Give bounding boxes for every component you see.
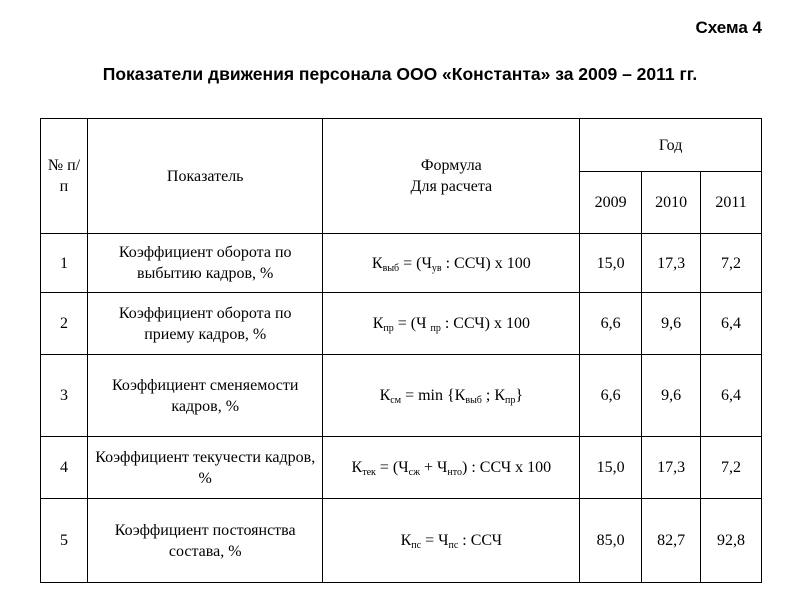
row-num: 4	[41, 437, 88, 499]
header-year-2010: 2010	[642, 172, 701, 234]
row-value-2009: 15,0	[580, 234, 642, 293]
page-title: Показатели движения персонала ООО «Константа» за 2009 – 2011 гг.	[102, 64, 698, 84]
table-row	[41, 437, 762, 499]
header-formula	[323, 119, 580, 234]
header-formula-line2: Для расчета	[410, 178, 493, 195]
header-year-2011: 2011	[701, 172, 762, 234]
row-value-2009: 6,6	[580, 293, 642, 355]
table-row	[41, 293, 762, 355]
table-row	[41, 234, 762, 293]
header-year: Год	[580, 119, 762, 172]
row-formula: $К_{пр} = (Ч$ $_{пр}$ : ССЧ) х 100	[323, 293, 580, 355]
header-formula-line1: Формула	[420, 157, 482, 174]
row-formula: $К_{см} = \min \{К_{выб}$ ; $К_{пр}$}	[323, 355, 580, 437]
row-num: 1	[41, 234, 88, 293]
row-formula: $К_{тек} = (Ч_{сж} + Ч_{нто})$ : ССЧ х 100	[323, 437, 580, 499]
row-value-2009: 15,0	[580, 437, 642, 499]
row-value-2011: 6,4	[701, 355, 762, 437]
header-num: № п/п	[41, 119, 88, 234]
row-indicator: Коэффициент постоянства состава, %	[87, 499, 323, 583]
row-indicator: Коэффициент текучести кадров, %	[87, 437, 323, 499]
scheme-label: Схема 4	[695, 18, 762, 37]
table-row	[41, 355, 762, 437]
header-year-2009: 2009	[580, 172, 642, 234]
header-indicator: Показатель	[87, 119, 323, 234]
header-row	[41, 119, 762, 172]
row-value-2010: 9,6	[642, 293, 701, 355]
row-indicator: Коэффициент оборота по выбытию кадров, %	[87, 234, 323, 293]
row-value-2011: 7,2	[701, 437, 762, 499]
row-value-2010: 9,6	[642, 355, 701, 437]
row-num: 2	[41, 293, 88, 355]
row-num: 3	[41, 355, 88, 437]
row-indicator: Коэффициент сменяемости кадров, %	[87, 355, 323, 437]
row-value-2011: 7,2	[701, 234, 762, 293]
row-indicator: Коэффициент оборота по приему кадров, %	[87, 293, 323, 355]
row-value-2010: 82,7	[642, 499, 701, 583]
indicators-table	[40, 118, 762, 583]
row-value-2011: 6,4	[701, 293, 762, 355]
row-value-2010: 17,3	[642, 437, 701, 499]
row-num: 5	[41, 499, 88, 583]
row-value-2010: 17,3	[642, 234, 701, 293]
table-row	[41, 499, 762, 583]
row-value-2009: 6,6	[580, 355, 642, 437]
row-formula: $К_{пс} = Ч_{пс}$ : ССЧ	[323, 499, 580, 583]
row-formula: $К_{выб} = (Ч_{ув}$ : ССЧ) х 100	[323, 234, 580, 293]
row-value-2011: 92,8	[701, 499, 762, 583]
row-value-2009: 85,0	[580, 499, 642, 583]
